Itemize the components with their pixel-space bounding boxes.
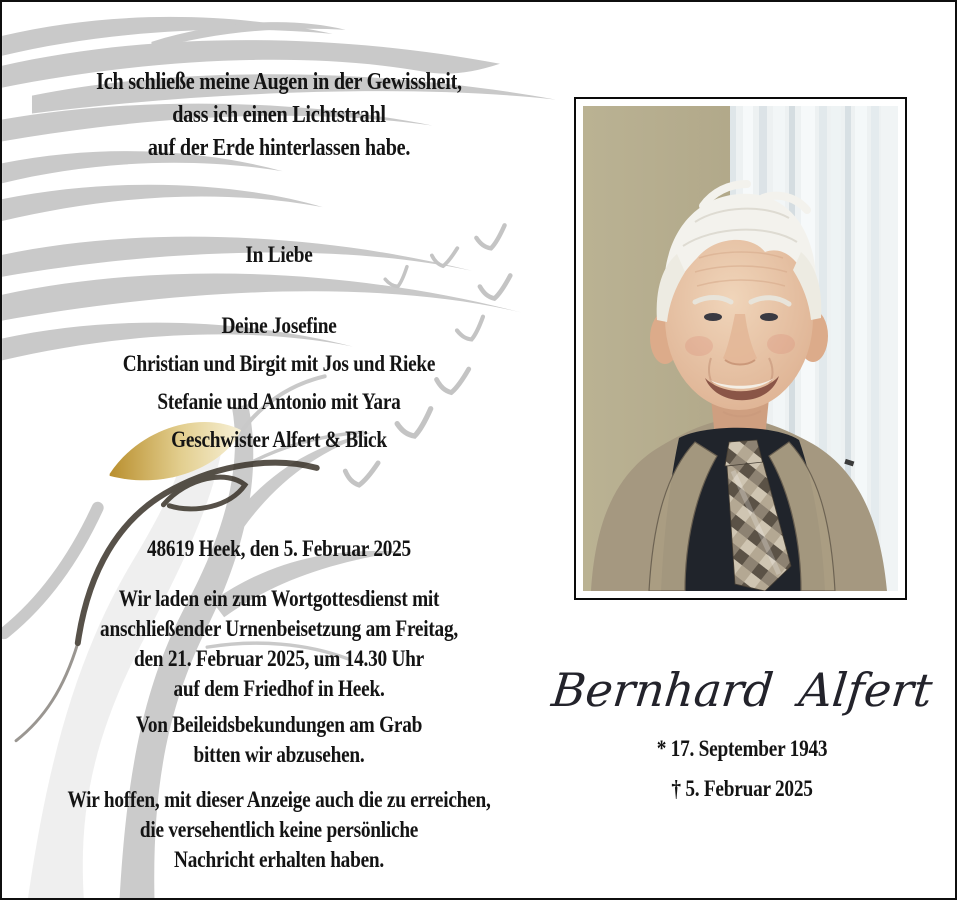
notice-line: Nachricht erhalten haben.	[174, 847, 384, 872]
family-line: Geschwister Alfert & Blick	[171, 427, 387, 452]
notice-text	[61, 785, 498, 875]
birth-date-line	[574, 735, 910, 763]
deceased-last-name: Alfert	[796, 663, 935, 717]
birth-date-text: * 17. September 1943	[656, 736, 828, 761]
deceased-name-signature	[548, 650, 936, 730]
family-line: Stefanie und Antonio mit Yara	[157, 389, 401, 414]
invitation-line: Wir laden ein zum Wortgottesdienst mit	[118, 586, 440, 611]
portrait-photo	[583, 106, 898, 591]
closing-line: In Liebe	[245, 242, 313, 267]
family-names	[61, 307, 498, 459]
place-date-text: 48619 Heek, den 5. Februar 2025	[147, 536, 411, 561]
quote-line: dass ich einen Lichtstrahl	[172, 102, 386, 128]
death-date-line	[574, 775, 910, 803]
notice-line: die versehentlich keine persönliche	[139, 817, 419, 842]
invitation-line: anschließender Urnenbeisetzung am Freitag,	[100, 616, 458, 641]
service-invitation	[61, 584, 498, 704]
condolence-line: bitten wir abzusehen.	[193, 742, 365, 767]
invitation-line: den 21. Februar 2025, um 14.30 Uhr	[133, 646, 425, 671]
photo-frame	[574, 97, 907, 600]
quote-line: auf der Erde hinterlassen habe.	[147, 135, 411, 161]
death-date-text: † 5. Februar 2025	[671, 776, 813, 801]
place-date-line	[61, 535, 498, 563]
closing-phrase	[61, 242, 498, 268]
family-line: Christian und Birgit mit Jos und Rieke	[122, 351, 436, 376]
quote-line: Ich schließe meine Augen in der Gewissheit,	[96, 69, 462, 95]
deceased-first-name: Bernhard	[549, 663, 776, 717]
family-line: Deine Josefine	[221, 313, 337, 338]
invitation-line: auf dem Friedhof in Heek.	[173, 676, 385, 701]
condolence-request	[61, 710, 498, 770]
condolence-line: Von Beileidsbekundungen am Grab	[135, 712, 423, 737]
opening-quote	[61, 66, 498, 165]
notice-line: Wir hoffen, mit dieser Anzeige auch die zu erreichen,	[67, 787, 491, 812]
